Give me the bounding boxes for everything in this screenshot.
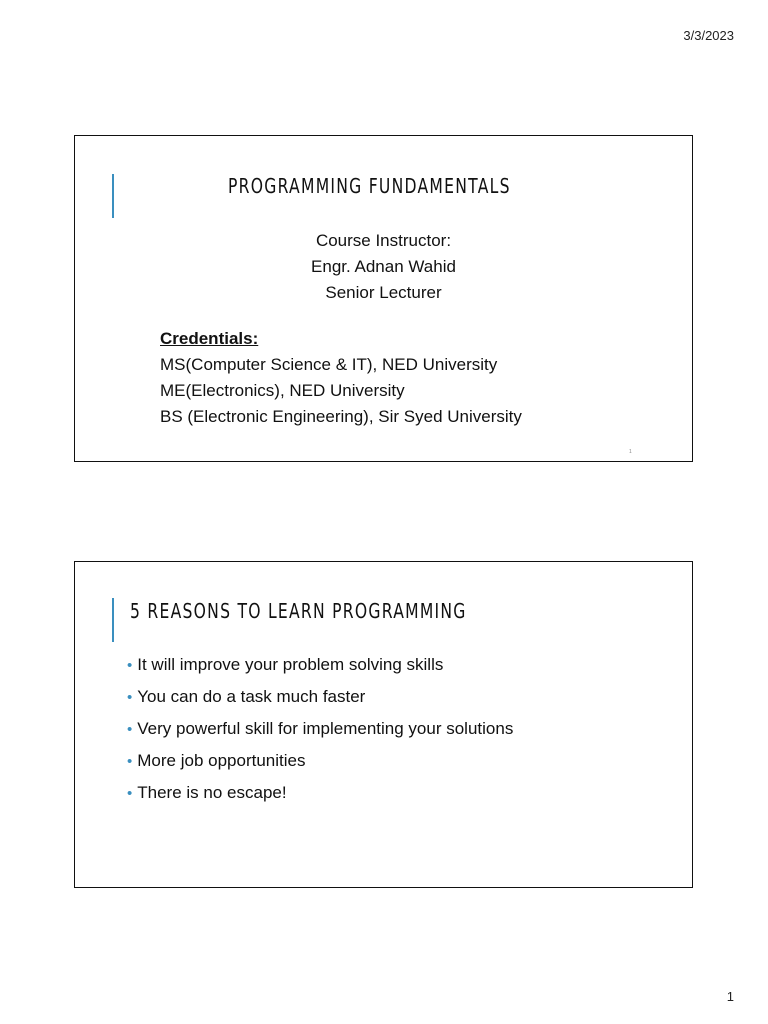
credential-item: MS(Computer Science & IT), NED University <box>160 355 498 374</box>
bullet-icon: • <box>127 753 133 770</box>
reasons-list <box>127 652 513 812</box>
list-item <box>127 716 513 748</box>
instructor-label: Course Instructor: <box>315 231 452 250</box>
slide-title: PROGRAMMING FUNDAMENTALS <box>228 174 511 198</box>
instructor-block <box>75 228 692 306</box>
title-accent-bar <box>112 598 114 642</box>
bullet-text: It will improve your problem solving skills <box>137 655 444 674</box>
slide-programming-fundamentals <box>74 135 693 462</box>
credentials-block <box>160 326 522 430</box>
instructor-position: Senior Lecturer <box>325 283 442 302</box>
list-item <box>127 684 513 716</box>
title-accent-bar <box>112 174 114 218</box>
list-item <box>127 780 513 812</box>
page-date: 3/3/2023 <box>683 28 734 43</box>
bullet-icon: • <box>127 785 133 802</box>
bullet-text: There is no escape! <box>137 783 287 802</box>
bullet-icon: • <box>127 721 133 738</box>
bullet-icon: • <box>127 657 133 674</box>
slide-reasons-to-learn <box>74 561 693 888</box>
slide-footer-number: 1 <box>629 449 632 455</box>
credential-item: ME(Electronics), NED University <box>160 381 405 400</box>
page-number: 1 <box>726 989 734 1004</box>
credentials-heading: Credentials: <box>160 329 259 348</box>
instructor-name: Engr. Adnan Wahid <box>311 257 456 276</box>
bullet-text: You can do a task much faster <box>137 687 366 706</box>
slide-title: 5 REASONS TO LEARN PROGRAMMING <box>130 599 467 623</box>
credential-item: BS (Electronic Engineering), Sir Syed University <box>160 407 522 426</box>
bullet-text: More job opportunities <box>137 751 306 770</box>
bullet-icon: • <box>127 689 133 706</box>
list-item <box>127 652 513 684</box>
list-item <box>127 748 513 780</box>
bullet-text: Very powerful skill for implementing your solutions <box>137 719 514 738</box>
